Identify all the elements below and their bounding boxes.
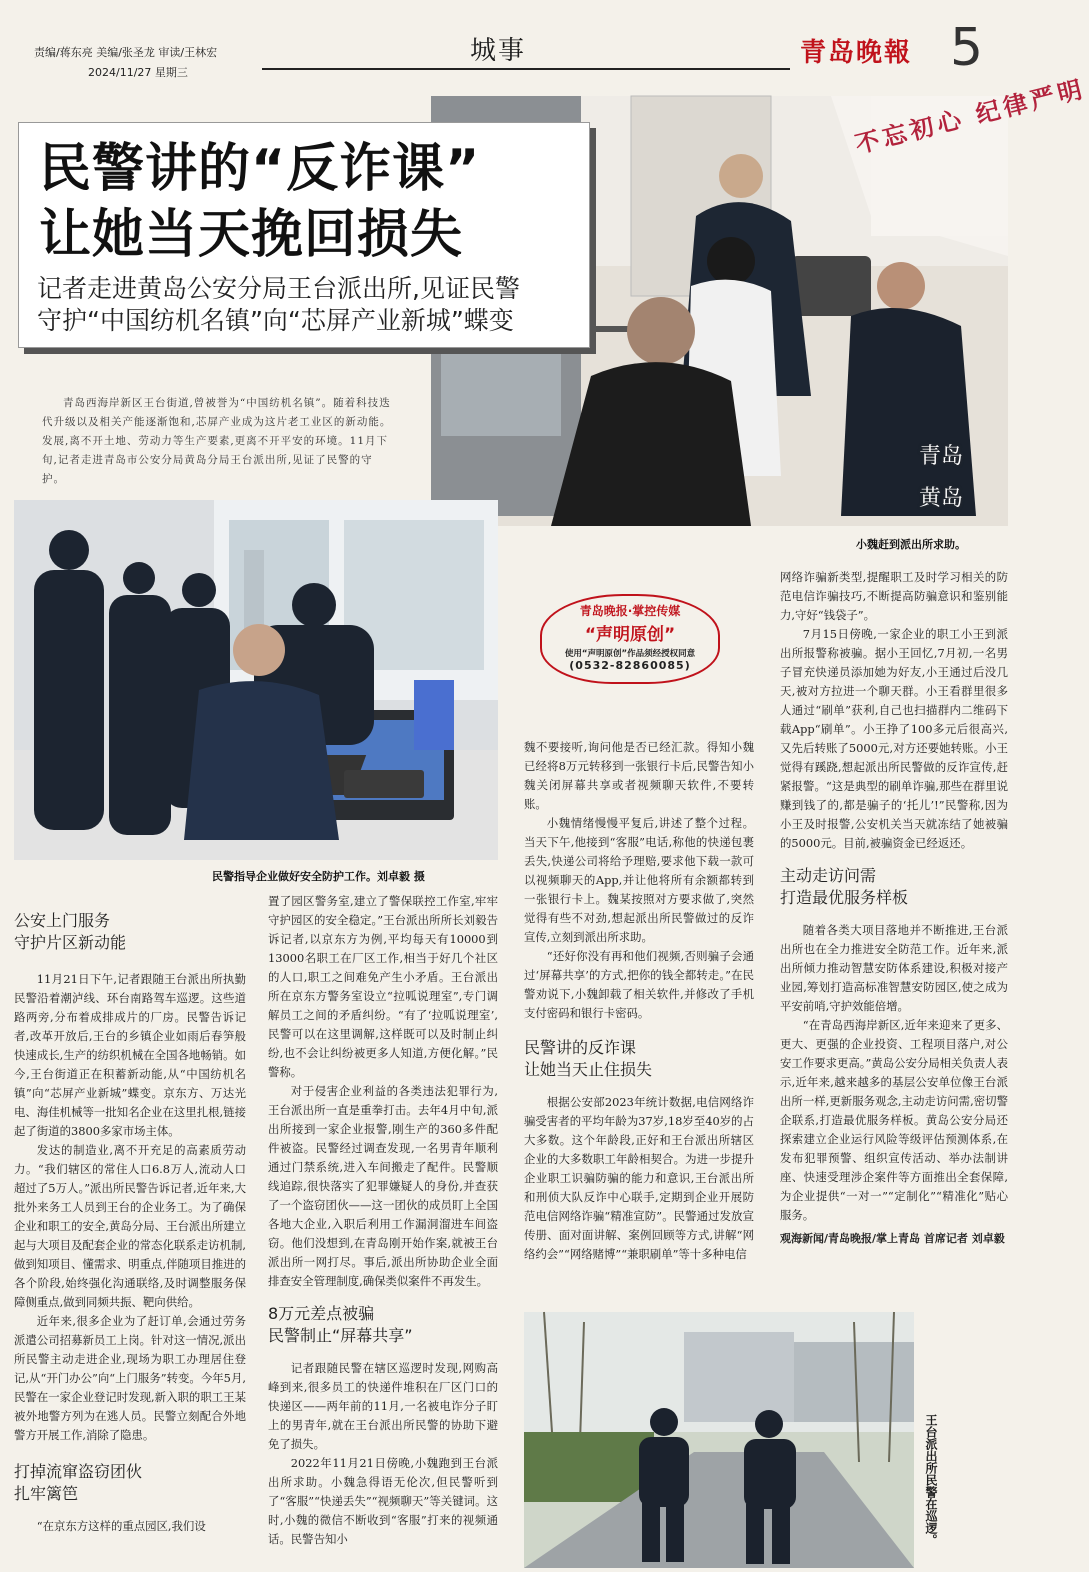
wall-slogan: 不忘初心 纪律严明 bbox=[852, 74, 1089, 159]
col1-paragraph: “在京东方这样的重点园区,我们设 bbox=[36, 1519, 206, 1533]
issue-date: 2024/11/27 星期三 bbox=[88, 66, 188, 79]
stamp-line-3: 使用“声明原创”作品须经授权同意 bbox=[564, 649, 696, 659]
newspaper-logo: 青岛晚報 bbox=[800, 38, 913, 68]
column-4 bbox=[780, 568, 1008, 1298]
col1-heading-b-line1: 打掉流窜盗窃团伙 bbox=[14, 1462, 143, 1481]
caption-bottom-photo: 王台派出所民警在巡逻。 bbox=[924, 1414, 938, 1546]
section-title: 城事 bbox=[470, 36, 527, 66]
col1-paragraph: 11月21日下午,记者跟随王台派出所执勤民警沿着潮泸线、环台南路驾车巡逻。这些道路两旁,分布着成排成片的厂房。民警告诉记者,改革开放后,王台的乡镇企业如雨后春笋般快速成长,生产的纺织机械在全国各地畅销。如今,王台街道正在积蓄新动能,从“中国纺机名镇”向“芯屏产业新城”蝶变。京东方、万达光电、海佳机械等一批知名企业在这里扎根,链接起了街道的3800多家市场主体。 bbox=[14, 972, 246, 1138]
col4-heading-line2: 打造最优服务样板 bbox=[780, 888, 909, 907]
headline-line-1: 民警讲的“反诈课” bbox=[39, 139, 481, 199]
editor-credits: 责编/蒋东亮 美编/张圣龙 审读/王林宏 bbox=[34, 46, 218, 59]
caption-left-photo: 民警指导企业做好安全防护工作。刘卓毅 摄 bbox=[212, 870, 425, 883]
col3-heading-line2: 让她当天止住损失 bbox=[524, 1060, 653, 1079]
col4-paragraph: 随着各类大项目落地并不断推进,王台派出所也在全力推进安全防范工作。近年来,派出所倾力推动智慧安防体系建设,积极对接产业园,筹划打造高标准智慧安防园区,使之成为平安前哨,守护效能倍增。 bbox=[780, 923, 1008, 1013]
lead-paragraph: 青岛西海岸新区王台街道,曾被誉为“中国纺机名镇”。随着科技迭代升级以及相关产能逐渐饱和,芯屏产业成为这片老工业区的新动能。发展,离不开土地、劳动力等生产要素,更离不开平安的环境。11月下旬,记者走进青岛市公安分局黄岛分局王台派出所,见证了民警的守护。 bbox=[42, 397, 392, 485]
col4-heading-line1: 主动走访问需 bbox=[780, 866, 877, 885]
col3-paragraph: 根据公安部2023年统计数据,电信网络诈骗受害者的平均年龄为37岁,18岁至40岁的占大多数。这个年龄段,正好和王台派出所辖区企业的大多数职工年龄相契合。为进一步提升企业职工识骗防骗的能力和意识,王台派出所和刑侦大队反诈中心联手,定期到企业开展防范电信网络诈骗“精准宣防”。民警通过发放宣传册、面对面讲解、案例回顾等方式,讲解“网络约会”“网络赌博”“兼职刷单”等十多种电信 bbox=[524, 1095, 754, 1261]
col2-paragraph: 记者跟随民警在辖区巡逻时发现,网购高峰到来,很多员工的快递件堆积在厂区门口的快递区——两年前的11月,一名被电诈分子盯上的男青年,就在王台派出所民警的协助下避免了损失。 bbox=[268, 1361, 498, 1451]
photo-office-scene bbox=[14, 500, 498, 860]
page-number: 5 bbox=[950, 18, 984, 78]
headline-box bbox=[18, 122, 590, 348]
column-2 bbox=[268, 892, 498, 1567]
col1-heading-a-line2: 守护片区新动能 bbox=[14, 933, 127, 952]
photo-police-guiding-company bbox=[14, 500, 498, 860]
photo-police-patrol bbox=[524, 1312, 914, 1568]
col1-paragraph: 近年来,很多企业为了赶订单,会通过劳务派遣公司招募新员工上岗。针对这一情况,派出所民警主动走进企业,现场为职工办理居住登记,从“开门办公”向“上门服务”转变。今年5月,民警在一家企业登记时发现,新入职的职工王某被外地警方列为在逃人员。民警立刻配合外地警方开展工作,消除了隐患。 bbox=[14, 1314, 246, 1442]
col3-paragraph: “还好你没有再和他们视频,否则骗子会通过‘屏幕共享’的方式,把你的钱全都转走。”在民警劝说下,小魏卸载了相关软件,并修改了手机支付密码和银行卡密码。 bbox=[524, 949, 754, 1020]
masthead-rule bbox=[262, 68, 790, 70]
col2-paragraph: 2022年11月21日傍晚,小魏跑到王台派出所求助。小魏急得语无伦次,但民警听到了“客服”“快递丢失”“视频聊天”等关键词。这时,小魏的微信不断收到“客服”打来的视频通话。民警告知小 bbox=[268, 1456, 498, 1546]
col1-paragraph: 发达的制造业,离不开充足的高素质劳动力。“我们辖区的常住人口6.8万人,流动人口超过了5万人。”派出所民警告诉记者,近年来,大批外来务工人员到王台的企业务工。为了确保企业和职工的安全,黄岛分局、王台派出所建立起与大项目及配套企业的常态化联系走访机制,做到知项目、懂需求、明重点,伴随项目推进的各个阶段,始终强化沟通联络,及时调整服务保障侧重点,做到同频共振、靶向供给。 bbox=[14, 1143, 246, 1309]
col2-paragraph: 置了园区警务室,建立了警保联控工作室,牢牢守护园区的安全稳定。”王台派出所所长刘毅告诉记者,以京东方为例,平均每天有10000到13000名职工在厂区工作,相当于好几个社区的人口,职工之间难免产生小矛盾。王台派出所在京东方警务室设立“拉呱说理室”,专门调解员工之间的矛盾纠纷。“有了‘拉呱说理室’,民警可以在这里调解,这样既可以及时制止纠纷,也不会让纠纷被更多人知道,方便化解。”民警称。 bbox=[268, 894, 498, 1079]
col3-paragraph: 小魏情绪慢慢平复后,讲述了整个过程。当天下午,他接到“客服”电话,称他的快递包裹丢失,快递公司将给予理赔,要求他下载一款可以视频聊天的App,并让他将所有余额都转到一张银行卡上。魏某按照对方要求做了,突然觉得有些不对劲,想起派出所民警做过的反诈宣传,立刻到派出所求助。 bbox=[524, 816, 754, 944]
stamp-phone: (0532-82860085) bbox=[569, 659, 691, 672]
original-statement-stamp bbox=[540, 594, 720, 684]
col4-paragraph: 7月15日傍晚,一家企业的职工小王到派出所报警称被骗。据小王回忆,7月初,一名男子冒充快递员添加她为好友,小王通过后没几天,被对方拉进一个聊天群。小王看群里很多人通过“刷单”获利,自己也扫描群内二维码下载App“刷单”。小王挣了100多元后很高兴,又先后转账了5000元,对方还要她转账。小王觉得有蹊跷,想起派出所民警做的反诈宣传,赶紧报警。“这是典型的刷单诈骗,那些在群里说赚到钱了的,都是骗子的‘托儿’!”民警称,因为小王及时报警,公安机关当天就冻结了她被骗的5000元。目前,被骗资金已经返还。 bbox=[780, 627, 1008, 850]
caption-top-right: 小魏赶到派出所求助。 bbox=[856, 538, 966, 551]
watermark-line-1: 青岛 bbox=[919, 444, 964, 469]
col2-paragraph: 对于侵害企业利益的各类违法犯罪行为,王台派出所一直是重拳打击。去年4月中旬,派出所接到一家企业报警,刚生产的360多件配件被盗。民警经过调查发现,一名男青年顺利通过门禁系统,进入车间搬走了配件。民警顺线追踪,很快落实了犯罪嫌疑人的身份,并查获了一个盗窃团伙——这一团伙的成员盯上全国各地大企业,入职后利用工作漏洞溜进车间盗窃。他们没想到,在青岛刚开始作案,就被王台派出所一网打尽。事后,派出所协助企业全面排查安全管理制度,确保类似案件不再发生。 bbox=[268, 1084, 498, 1288]
video-watermark bbox=[919, 436, 963, 520]
col2-heading-line2: 民警制止“屏幕共享” bbox=[268, 1326, 413, 1345]
column-3 bbox=[524, 738, 754, 1298]
col2-heading-line1: 8万元差点被骗 bbox=[268, 1304, 375, 1323]
watermark-line-2: 黄岛 bbox=[919, 486, 964, 511]
col4-paragraph: 网络诈骗新类型,提醒职工及时学习相关的防范电信诈骗技巧,不断提高防骗意识和鉴别能力,守好“钱袋子”。 bbox=[780, 570, 1008, 622]
col3-heading-line1: 民警讲的反诈课 bbox=[524, 1038, 637, 1057]
col4-paragraph: “在青岛西海岸新区,近年来迎来了更多、更大、更强的企业投资、工程项目落户,对公安工作要求更高。”黄岛公安分局相关负责人表示,近年来,越来越多的基层公安单位像王台派出所一样,更新服务观念,主动走访问需,密切警企联系,打造最优服务样板。黄岛公安分局还探索建立企业运行风险等级评估预测体系,在发布犯罪预警、组织宣传活动、举办法制讲座、快速受理涉企案件等方面推出全套保障,为企业提供“一对一”“定制化”“精准化”贴心服务。 bbox=[780, 1018, 1008, 1222]
photo-patrol-scene bbox=[524, 1312, 914, 1568]
stamp-line-2: “声明原创” bbox=[584, 625, 676, 645]
subtitle-line-1: 记者走进黄岛公安分局王台派出所,见证民警 bbox=[37, 274, 520, 303]
subtitle-line-2: 守护“中国纺机名镇”向“芯屏产业新城”蝶变 bbox=[37, 306, 514, 335]
stamp-line-1: 青岛晚报·掌控传媒 bbox=[579, 604, 681, 618]
column-1 bbox=[14, 910, 246, 1565]
col3-paragraph: 魏不要接听,询问他是否已经汇款。得知小魏已经将8万元转移到一张银行卡后,民警告知小魏关闭屏幕共享或者视频聊天软件,不要转账。 bbox=[524, 740, 754, 811]
col1-heading-a-line1: 公安上门服务 bbox=[14, 911, 111, 930]
headline-line-2: 让她当天挽回损失 bbox=[39, 205, 464, 265]
col1-heading-b-line2: 扎牢篱笆 bbox=[14, 1484, 79, 1503]
byline: 观海新闻/青岛晚报/掌上青岛 首席记者 刘卓毅 bbox=[780, 1232, 1005, 1245]
